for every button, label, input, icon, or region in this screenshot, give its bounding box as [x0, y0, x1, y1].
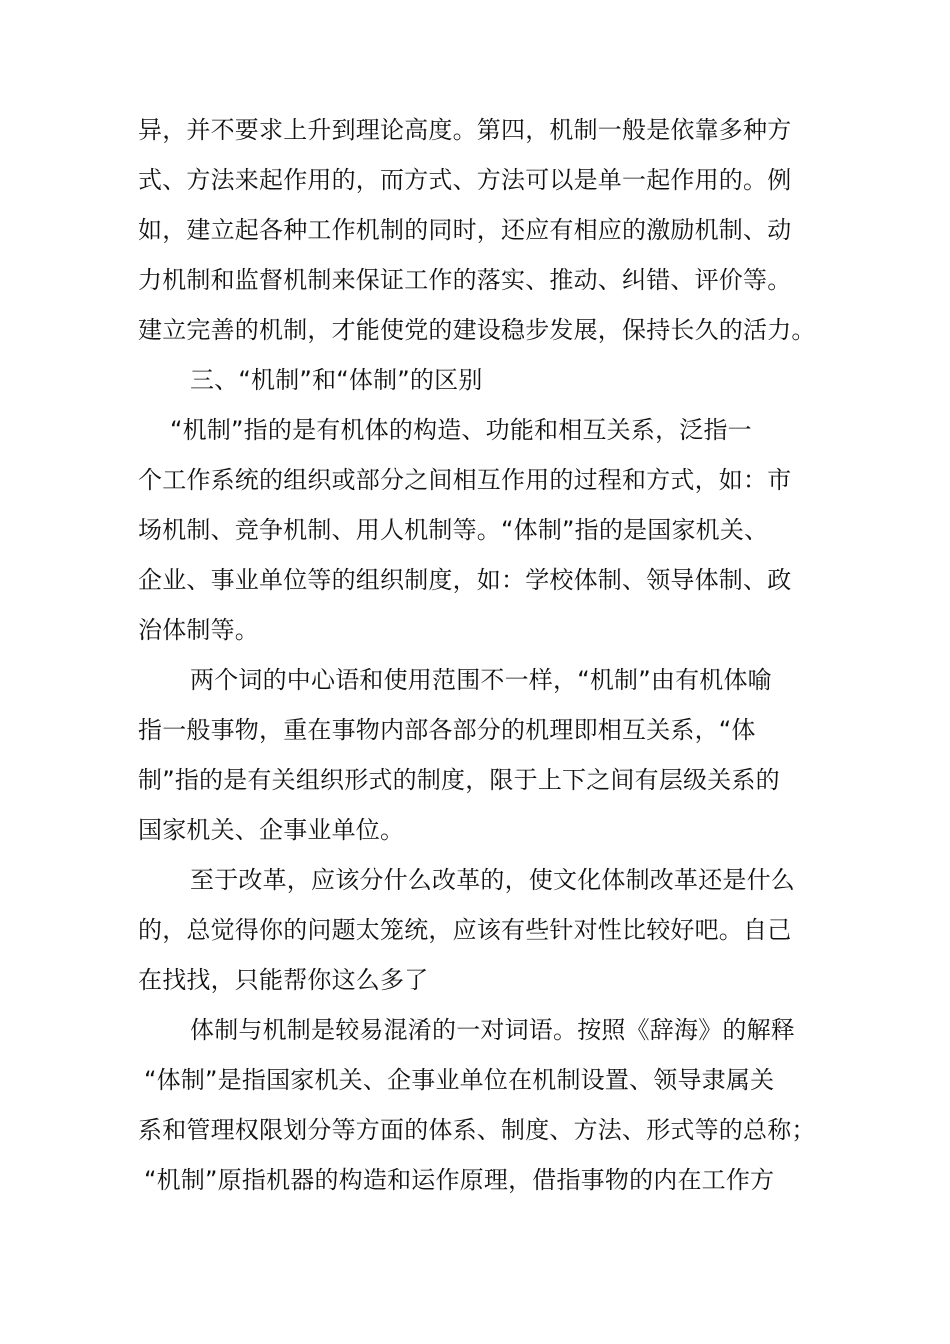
- text-line: 式、方法来起作用的，而方式、方法可以是单一起作用的。例: [138, 166, 792, 194]
- text-line: 两个词的中心语和使用范围不一样，“机制”由有机体喻: [190, 666, 772, 694]
- text-line: 治体制等。: [138, 616, 259, 644]
- text-line: 指一般事物，重在事物内部各部分的机理即相互关系，“体: [138, 716, 756, 744]
- text-line: “机制”原指机器的构造和运作原理，借指事物的内在工作方: [144, 1166, 775, 1194]
- text-line: 至于改革，应该分什么改革的，使文化体制改革还是什么: [190, 866, 795, 894]
- text-line: 在找找，只能帮你这么多了: [138, 966, 429, 994]
- text-line: 个工作系统的组织或部分之间相互作用的过程和方式，如：市: [138, 466, 792, 494]
- text-line: 如，建立起各种工作机制的同时，还应有相应的激励机制、动: [138, 216, 792, 244]
- text-line: 企业、事业单位等的组织制度，如：学校体制、领导体制、政: [138, 566, 792, 594]
- text-line: “体制”是指国家机关、企事业单位在机制设置、领导隶属关: [144, 1066, 775, 1094]
- text-line: 体制与机制是较易混淆的一对词语。按照《辞海》的解释: [190, 1016, 795, 1044]
- text-line: 国家机关、企事业单位。: [138, 816, 405, 844]
- text-line: 异，并不要求上升到理论高度。第四，机制一般是依靠多种方: [138, 116, 792, 144]
- text-line: 场机制、竞争机制、用人机制等。“体制”指的是国家机关、: [138, 516, 769, 544]
- text-line: “机制”指的是有机体的构造、功能和相互关系，泛指一: [170, 416, 752, 444]
- text-line: 的，总觉得你的问题太笼统，应该有些针对性比较好吧。自己: [138, 916, 792, 944]
- text-line: 建立完善的机制，才能使党的建设稳步发展，保持长久的活力。: [138, 316, 816, 344]
- text-line: 制”指的是有关组织形式的制度，限于上下之间有层级关系的: [138, 766, 780, 794]
- text-line: 力机制和监督机制来保证工作的落实、推动、纠错、评价等。: [138, 266, 792, 294]
- section-heading: 三、“机制”和“体制”的区别: [190, 366, 483, 394]
- text-line: 系和管理权限划分等方面的体系、制度、方法、形式等的总称；: [138, 1116, 816, 1144]
